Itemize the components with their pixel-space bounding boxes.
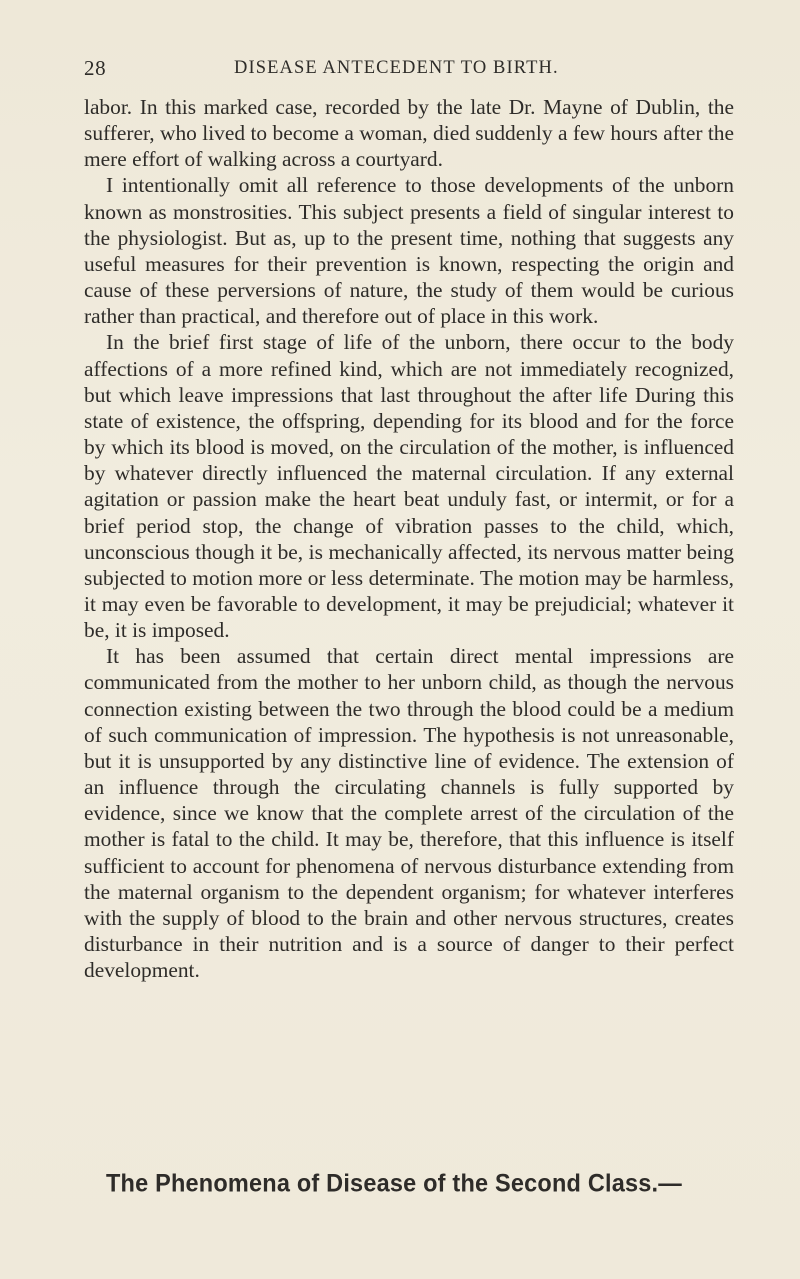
section-heading: The Phenomena of Disease of the Second Class.— <box>106 1169 682 1198</box>
page-header <box>84 56 732 86</box>
page-number: 28 <box>84 56 107 80</box>
running-head: DISEASE ANTECEDENT TO BIRTH. <box>234 58 559 78</box>
paragraph-first-stage: In the brief first stage of life of the unborn, there occur to the body affections of a more refined kind, which are not immediately recognized, but which leave impressions that last throughout the after life During this state of existence, the offspring, depending for its blood and for the force by which its blood is moved, on the circulation of the mother, is influenced by whatever directly influenced the maternal circulation. If any external agitation or passion make the heart beat unduly fast, or intermit, or for a brief period stop, the change of vibration passes to the child, which, unconscious though it be, is mechanically affected, its nervous matter being subjected to motion more or less determinate. The motion may be harmless, it may even be favorable to development, it may be prejudicial; whatever it be, it is imposed. <box>84 330 734 643</box>
paragraph-monstrosities: I intentionally omit all reference to those developments of the unborn known as monstrosities. This subject presents a field of singular interest to the physiologist. But as, up to the present time, nothing that suggests any useful measures for their prevention is known, respecting the origin and cause of these perversions of nature, the study of them would be curious rather than practical, and therefore out of place in this work. <box>84 173 734 329</box>
paragraph-continued: labor. In this marked case, recorded by the late Dr. Mayne of Dublin, the sufferer, who lived to become a woman, died suddenly a few hours after the mere effort of walking across a courtyard. <box>84 95 734 172</box>
paragraph-mental-impressions: It has been assumed that certain direct mental impressions are communicated from the mother to her unborn child, as though the nervous connection existing between the two through the blood could be a medium of such communication of impression. The hypothesis is not unreasonable, but it is unsupported by any distinctive line of evidence. The extension of an influence through the circulating channels is fully supported by evidence, since we know that the complete arrest of the circulation of the mother is fatal to the child. It may be, therefore, that this influence is itself sufficient to account for phenomena of nervous disturbance extending from the maternal organism to the dependent organism; for whatever interferes with the supply of blood to the brain and other nervous structures, creates disturbance in their nutrition and is a source of danger to their perfect development. <box>84 644 734 983</box>
body-text <box>84 94 734 983</box>
